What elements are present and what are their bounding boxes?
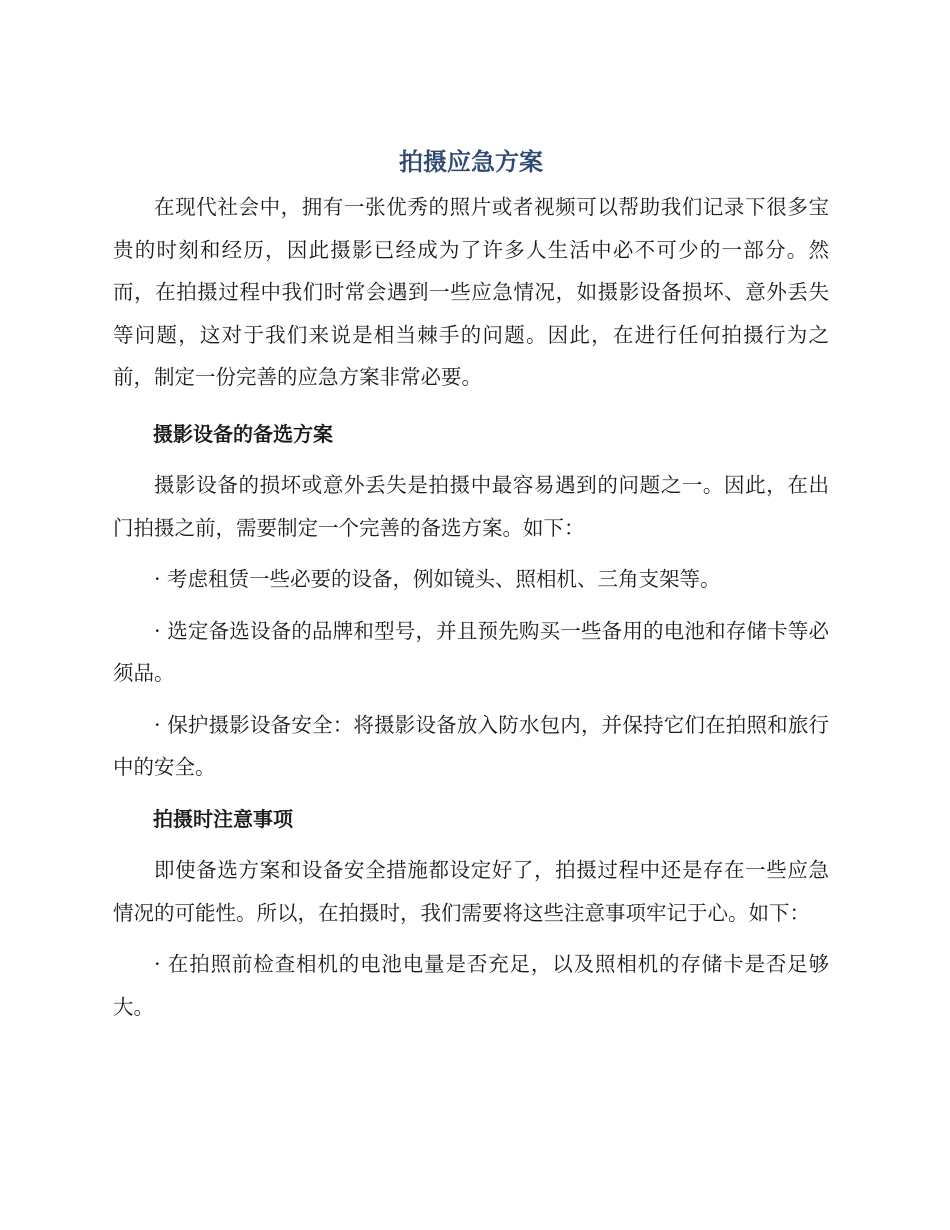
document-page <box>113 140 829 1028</box>
section-lead-paragraph: 即使备选方案和设备安全措施都设定好了，拍摄过程中还是存在一些应急情况的可能性。所以，在拍摄时，我们需要将这些注意事项牢记于心。如下： <box>113 858 829 925</box>
section-heading: 摄影设备的备选方案 <box>153 421 333 446</box>
document-title: 拍摄应急方案 <box>399 148 543 176</box>
section-lead-paragraph: 摄影设备的损坏或意外丢失是拍摄中最容易遇到的问题之一。因此，在出门拍摄之前，需要制定一个完善的备选方案。如下： <box>113 473 829 540</box>
section-backup-plan <box>113 413 829 789</box>
bullet-item: · 选定备选设备的品牌和型号，并且预先购买一些备用的电池和存储卡等必须品。 <box>113 618 829 685</box>
bullet-item: · 保护摄影设备安全：将摄影设备放入防水包内，并保持它们在拍照和旅行中的安全。 <box>113 712 829 779</box>
section-shooting-notes <box>113 798 829 1029</box>
section-heading: 拍摄时注意事项 <box>153 806 293 831</box>
bullet-item: · 在拍照前检查相机的电池电量是否充足，以及照相机的存储卡是否足够大。 <box>113 952 829 1019</box>
bullet-item: · 考虑租赁一些必要的设备，例如镜头、照相机、三角支架等。 <box>154 567 721 591</box>
intro-paragraph: 在现代社会中，拥有一张优秀的照片或者视频可以帮助我们记录下很多宝贵的时刻和经历，因此摄影已经成为了许多人生活中必不可少的一部分。然而，在拍摄过程中我们时常会遇到一些应急情况，如摄影设备损坏、意外丢失等问题，这对于我们来说是相当棘手的问题。因此，在进行任何拍摄行为之前，制定一份完善的应急方案非常必要。 <box>113 195 829 389</box>
